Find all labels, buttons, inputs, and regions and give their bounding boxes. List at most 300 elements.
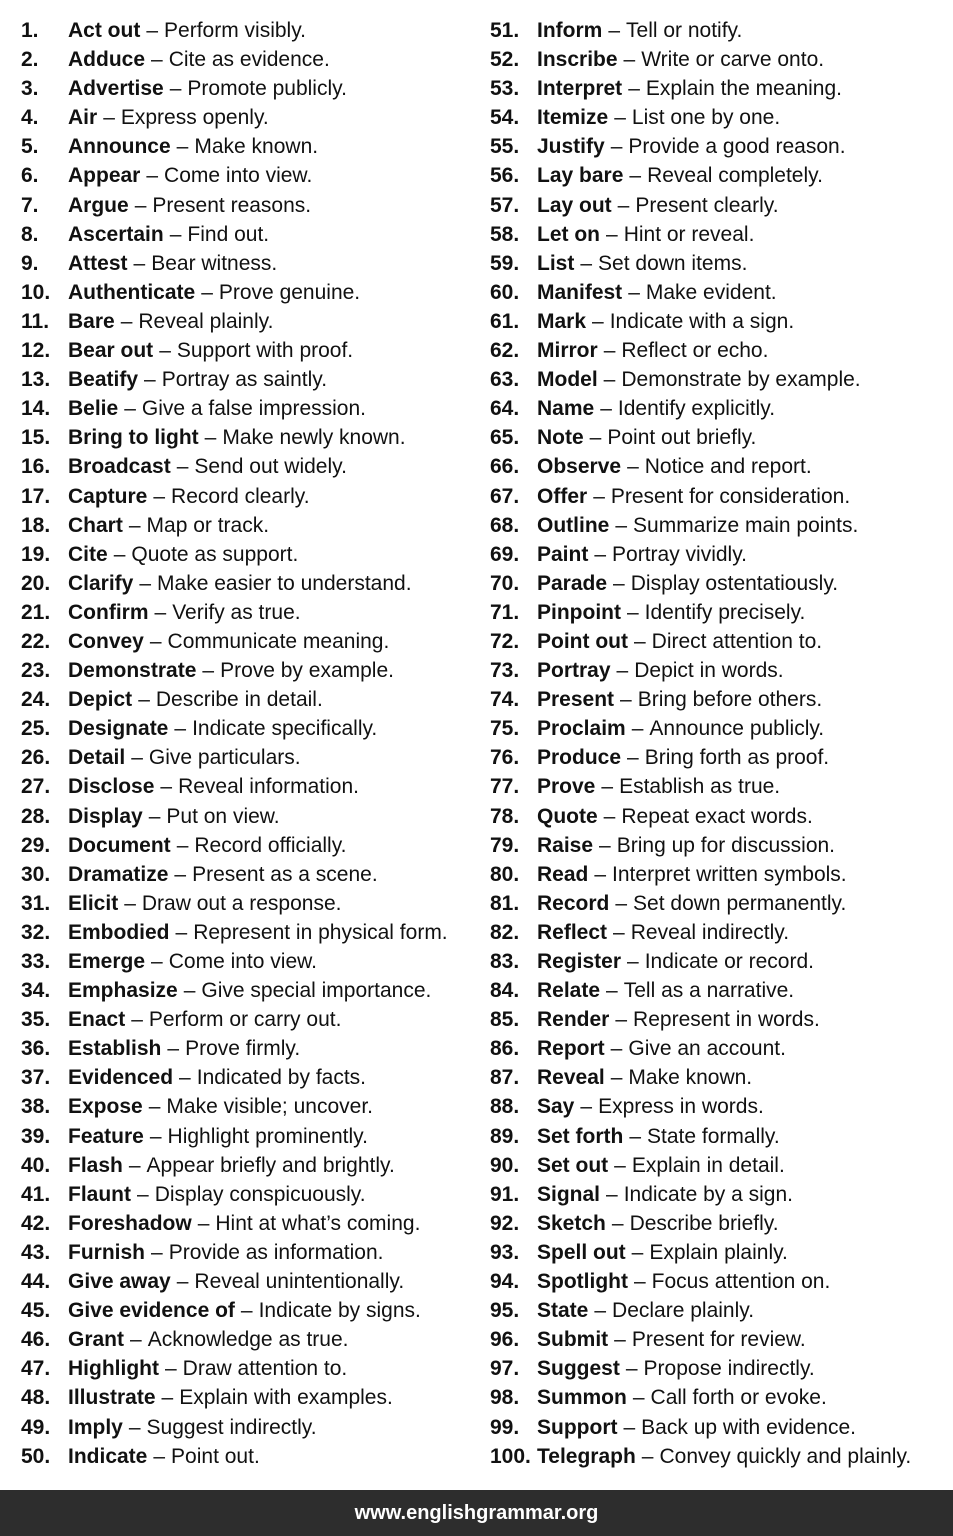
item-term: Reflect [537,920,608,944]
item-separator: – [617,193,630,217]
item-term: Produce [537,746,622,770]
item-definition: Make known. [194,135,319,159]
item-term: Spell out [537,1240,626,1264]
list-item [21,685,471,714]
item-separator: – [632,1386,645,1410]
item-definition: Propose indirectly. [643,1357,815,1381]
item-term: Telegraph [537,1444,636,1468]
item-definition: Give a false impression. [141,397,366,421]
item-term: Indicate [68,1444,148,1468]
list-item [490,1413,950,1442]
item-number: 17. [21,484,51,508]
item-definition: Explain in detail. [631,1153,785,1177]
item-definition: Make easier to understand. [157,571,412,595]
item-number: 10. [21,280,51,304]
list-item [21,772,471,801]
item-definition: Repeat exact words. [621,804,813,828]
item-number: 54. [490,106,520,130]
item-term: Prove [537,775,596,799]
item-separator: – [613,920,625,944]
item-number: 69. [490,542,520,566]
item-number: 88. [490,1095,520,1119]
item-separator: – [611,1211,624,1235]
item-number: 40. [21,1153,51,1177]
list-item [490,831,950,860]
item-separator: – [610,1037,623,1061]
list-item [490,540,950,569]
item-separator: – [593,484,605,508]
item-definition: Present as a scene. [192,862,378,886]
item-term: Paint [537,542,589,566]
list-item [21,1122,471,1151]
item-term: Bare [68,309,115,333]
item-term: Display [68,804,143,828]
item-separator: – [633,1270,646,1294]
item-separator: – [164,1357,177,1381]
item-separator: – [201,280,213,304]
list-item [21,1151,471,1180]
item-number: 77. [490,775,520,799]
item-term: Name [537,397,595,421]
item-definition: Identify precisely. [644,600,806,624]
item-term: Emerge [68,950,146,973]
item-definition: Express in words. [598,1095,764,1119]
list-item [21,394,471,423]
item-definition: Draw out a response. [141,891,342,915]
item-term: Justify [537,135,605,159]
list-item [490,627,950,656]
item-term: Relate [537,979,601,1003]
item-term: Illustrate [68,1386,156,1410]
item-number: 45. [21,1299,51,1323]
item-term: Bring to light [68,426,199,450]
footer-bar [0,1490,953,1536]
item-definition: Display ostentatiously. [630,571,839,595]
item-definition: Make newly known. [222,426,406,450]
item-term: Flash [68,1153,123,1177]
item-definition: Give special importance. [201,979,432,1003]
item-term: Interpret [537,77,623,101]
item-definition: Support with proof. [176,339,354,363]
item-separator: – [629,1124,642,1148]
item-separator: – [183,979,196,1003]
item-term: Dramatize [68,862,169,886]
item-number: 66. [490,455,520,479]
item-definition: Tell or notify. [626,19,743,42]
item-separator: – [610,135,623,159]
item-definition: Portray vividly. [612,542,748,566]
item-number: 78. [490,804,520,828]
item-number: 36. [21,1037,51,1061]
item-separator: – [176,455,189,479]
item-separator: – [610,1066,623,1090]
item-definition: Write or carve onto. [641,48,825,72]
item-separator: – [113,542,126,566]
item-number: 55. [490,135,520,159]
item-term: Establish [68,1037,162,1061]
item-term: Adduce [68,48,146,72]
item-separator: – [124,891,136,915]
item-term: Proclaim [537,717,626,741]
item-definition: Reveal plainly. [138,309,274,333]
list-item [21,1209,471,1238]
item-term: Reveal [537,1066,605,1090]
list-item [490,947,950,976]
item-term: Cite [68,542,108,566]
item-term: Outline [537,513,610,537]
item-number: 62. [490,339,520,363]
item-term: Sketch [537,1211,606,1235]
item-definition: Explain plainly. [649,1240,788,1264]
item-separator: – [149,1124,162,1148]
list-item [21,918,471,947]
list-item [490,161,950,190]
item-number: 24. [21,688,51,712]
item-number: 48. [21,1386,51,1410]
item-definition: Call forth or evoke. [650,1386,827,1410]
item-definition: Explain the meaning. [645,77,843,101]
item-number: 22. [21,629,51,653]
item-definition: Explain with examples. [179,1386,393,1410]
item-definition: Make visible; uncover. [166,1095,373,1119]
item-number: 53. [490,77,520,101]
list-item [490,191,950,220]
item-number: 67. [490,484,520,508]
list-item [21,45,471,74]
item-number: 42. [21,1211,51,1235]
item-number: 97. [490,1357,520,1381]
item-number: 93. [490,1240,520,1264]
item-separator: – [615,1008,628,1032]
list-item [21,1296,471,1325]
item-term: Grant [68,1328,125,1352]
item-separator: – [134,193,147,217]
item-number: 33. [21,950,51,973]
footer-url[interactable]: www.englishgrammar.org [354,1502,599,1524]
item-separator: – [580,251,593,275]
item-separator: – [594,542,607,566]
item-term: Set forth [537,1124,624,1148]
list-item [490,336,950,365]
list-item [490,132,950,161]
item-term: Document [68,833,171,857]
item-term: Feature [68,1124,144,1148]
item-definition: Indicate by signs. [258,1299,421,1323]
item-definition: Portray as saintly. [161,368,328,392]
list-item [21,598,471,627]
list-item [490,598,950,627]
list-item [21,1267,471,1296]
item-number: 63. [490,368,520,392]
item-definition: Reveal completely. [647,164,823,188]
item-number: 72. [490,629,520,653]
item-separator: – [625,1357,638,1381]
list-item [21,889,471,918]
item-number: 85. [490,1008,520,1032]
item-separator: – [148,804,161,828]
item-number: 87. [490,1066,520,1090]
list-item [490,74,950,103]
item-number: 84. [490,979,520,1003]
list-item [490,1122,950,1151]
item-definition: Promote publicly. [187,77,347,101]
item-separator: – [623,1415,636,1439]
item-term: Pinpoint [537,600,621,624]
item-number: 19. [21,542,51,566]
word-list-column-right [490,16,950,1471]
item-number: 49. [21,1415,51,1439]
item-term: Evidenced [68,1066,174,1090]
item-term: Manifest [537,280,623,304]
list-item [21,1238,471,1267]
item-term: Offer [537,484,588,508]
item-term: Say [537,1095,575,1119]
item-term: Inform [537,19,603,42]
item-term: Suggest [537,1357,620,1381]
list-item [21,1063,471,1092]
item-term: Embodied [68,920,170,944]
item-separator: – [103,106,115,130]
item-separator: – [128,513,141,537]
list-item [490,1354,950,1383]
item-separator: – [628,280,640,304]
item-term: Present [537,688,615,712]
item-separator: – [133,251,146,275]
list-item [21,1180,471,1209]
item-definition: Reflect or echo. [621,339,769,363]
item-separator: – [606,222,618,246]
item-separator: – [174,717,187,741]
list-item [21,540,471,569]
item-number: 6. [21,164,39,188]
item-definition: Represent in words. [633,1008,820,1032]
item-number: 44. [21,1270,51,1294]
item-separator: – [151,48,163,72]
item-definition: Verify as true. [172,600,301,624]
list-item [21,1383,471,1412]
item-separator: – [594,862,607,886]
item-term: Summon [537,1386,627,1410]
item-separator: – [627,746,639,770]
item-definition: Display conspicuously. [154,1182,366,1206]
item-number: 65. [490,426,520,450]
item-number: 4. [21,106,39,130]
list-item [21,511,471,540]
item-number: 18. [21,513,51,537]
item-term: Spotlight [537,1270,628,1294]
item-definition: Come into view. [164,164,313,188]
list-item [490,394,950,423]
item-number: 43. [21,1240,51,1264]
item-separator: – [151,1240,163,1264]
item-separator: – [615,513,628,537]
list-item [490,1296,950,1325]
item-number: 13. [21,368,51,392]
item-definition: Put on view. [166,804,280,828]
item-definition: Prove firmly. [185,1037,301,1061]
list-item [490,16,950,45]
item-number: 86. [490,1037,520,1061]
item-definition: Quote as support. [131,542,299,566]
item-term: Appear [68,164,141,188]
list-item [21,452,471,481]
list-item [490,278,950,307]
item-term: Register [537,950,622,973]
item-term: Raise [537,833,594,857]
item-term: Note [537,426,584,450]
item-term: Highlight [68,1357,159,1381]
item-term: Enact [68,1008,126,1032]
item-term: Mark [537,309,587,333]
item-term: Beatify [68,368,139,392]
item-definition: Interpret written symbols. [612,862,847,886]
item-term: Parade [537,571,608,595]
list-item [490,249,950,278]
list-item [21,1034,471,1063]
item-number: 1. [21,19,39,42]
item-separator: – [131,746,143,770]
item-separator: – [151,950,163,973]
item-definition: Demonstrate by example. [621,368,861,392]
item-term: Bear out [68,339,154,363]
item-separator: – [614,1153,626,1177]
item-number: 25. [21,717,51,741]
item-separator: – [160,775,173,799]
item-term: Lay out [537,193,612,217]
item-definition: Appear briefly and brightly. [146,1153,395,1177]
item-separator: – [139,571,152,595]
item-number: 90. [490,1153,520,1177]
item-number: 68. [490,513,520,537]
item-definition: Record officially. [194,833,347,857]
item-separator: – [594,1299,607,1323]
item-separator: – [615,891,628,915]
item-number: 61. [490,309,520,333]
item-term: Depict [68,688,133,712]
item-number: 12. [21,339,51,363]
list-item [21,1092,471,1121]
item-definition: Express openly. [120,106,269,130]
item-number: 21. [21,600,51,624]
item-separator: – [580,1095,593,1119]
item-term: Give evidence of [68,1299,235,1323]
item-definition: Reveal information. [178,775,359,799]
item-term: Inscribe [537,48,618,72]
item-definition: Prove genuine. [218,280,361,304]
item-separator: – [124,397,136,421]
item-term: Designate [68,717,169,741]
item-definition: Describe briefly. [629,1211,779,1235]
item-definition: Bring up for discussion. [616,833,836,857]
item-term: Authenticate [68,280,196,304]
item-separator: – [601,775,614,799]
item-term: Mirror [537,339,598,363]
item-definition: Describe in detail. [155,688,323,712]
item-separator: – [614,1328,626,1352]
list-item [490,220,950,249]
item-number: 26. [21,746,51,770]
item-number: 79. [490,833,520,857]
item-definition: Indicated by facts. [196,1066,366,1090]
item-number: 9. [21,251,39,275]
item-separator: – [627,950,639,973]
item-separator: – [138,688,150,712]
item-number: 82. [490,920,520,944]
list-item [490,656,950,685]
item-definition: Map or track. [146,513,270,537]
item-number: 14. [21,397,51,421]
item-term: Convey [68,629,144,653]
item-number: 51. [490,19,520,42]
item-separator: – [641,1444,654,1468]
item-term: Portray [537,659,611,683]
item-definition: Present for consideration. [610,484,851,508]
item-term: State [537,1299,589,1323]
list-item [490,1383,950,1412]
list-item [21,831,471,860]
list-item [490,45,950,74]
item-separator: – [589,426,602,450]
item-number: 27. [21,775,51,799]
item-number: 31. [21,891,51,915]
item-definition: Indicate with a sign. [609,309,795,333]
item-separator: – [128,1153,141,1177]
item-definition: Point out briefly. [607,426,757,450]
item-term: Observe [537,455,622,479]
list-item [21,74,471,103]
item-term: Point out [537,629,628,653]
item-separator: – [176,833,189,857]
item-definition: Bear witness. [151,251,278,275]
item-term: Quote [537,804,598,828]
item-term: Furnish [68,1240,145,1264]
list-item [490,1238,950,1267]
item-number: 16. [21,455,51,479]
list-item [21,947,471,976]
item-definition: Come into view. [168,950,317,973]
item-separator: – [620,688,632,712]
item-term: Submit [537,1328,609,1352]
list-item [21,278,471,307]
item-separator: – [197,1211,210,1235]
list-item [21,103,471,132]
list-item [490,423,950,452]
item-number: 39. [21,1124,51,1148]
list-item [21,423,471,452]
item-definition: Announce publicly. [649,717,825,741]
item-definition: Bring before others. [637,688,823,712]
item-number: 46. [21,1328,51,1352]
item-number: 89. [490,1124,520,1148]
list-item [21,16,471,45]
item-number: 32. [21,920,51,944]
item-definition: Convey quickly and plainly. [659,1444,912,1468]
item-definition: Acknowledge as true. [147,1328,349,1352]
item-definition: Point out. [171,1444,260,1468]
item-number: 52. [490,48,520,72]
list-item [490,365,950,394]
item-separator: – [614,106,626,130]
item-number: 28. [21,804,51,828]
item-definition: Find out. [187,222,270,246]
item-number: 15. [21,426,51,450]
list-item [21,1325,471,1354]
item-separator: – [631,717,644,741]
item-number: 38. [21,1095,51,1119]
item-separator: – [144,368,156,392]
list-item [21,132,471,161]
item-definition: Tell as a narrative. [623,979,795,1003]
